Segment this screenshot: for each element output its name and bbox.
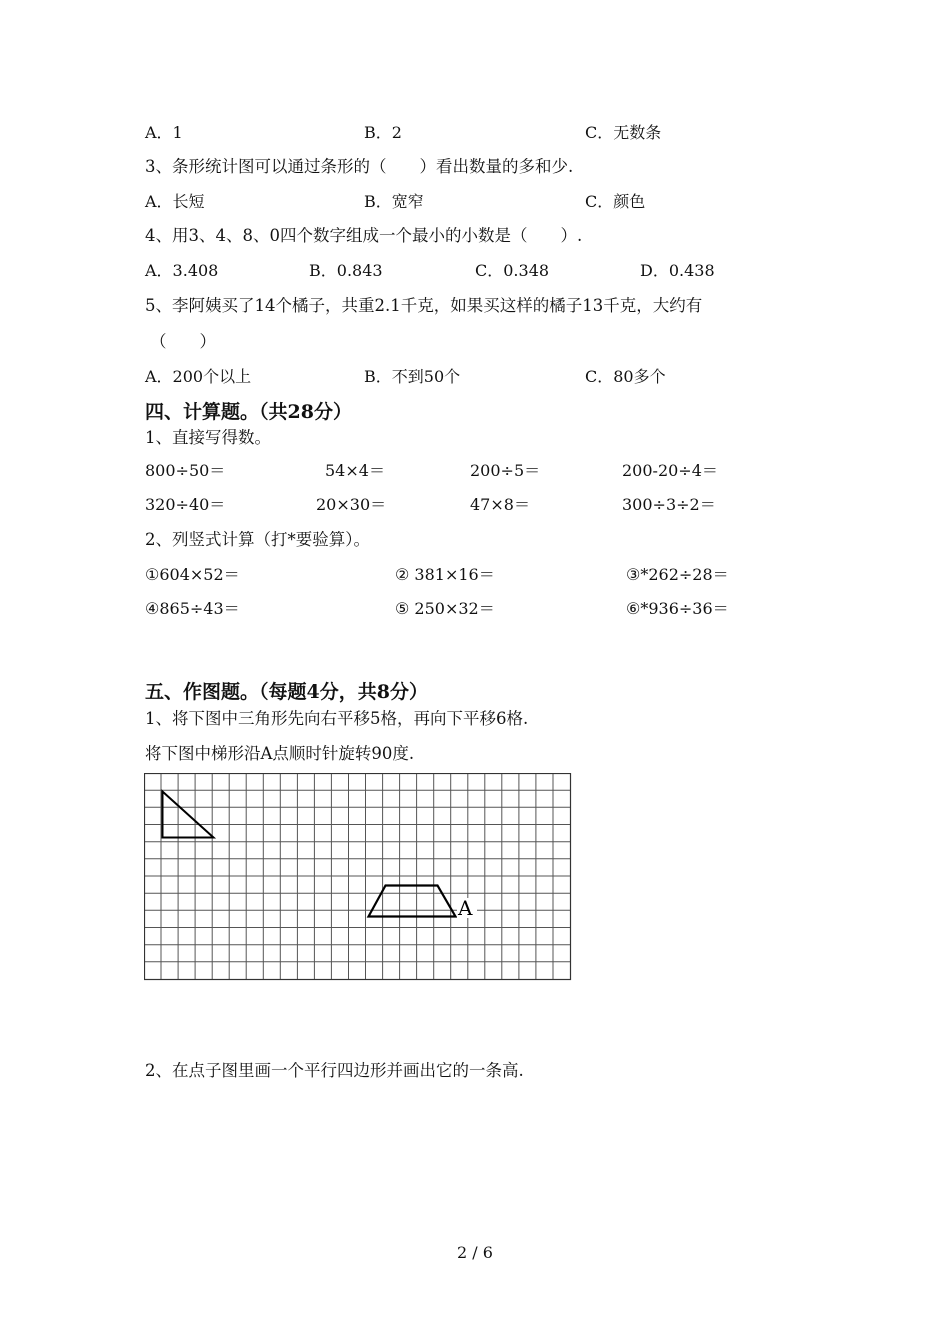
triangle-shape: [163, 792, 214, 838]
point-a-label: A: [458, 896, 473, 920]
q3-text: 3、条形统计图可以通过条形的（ ）看出数量的多和少.: [145, 157, 574, 176]
q5-blank: （ ）: [150, 332, 216, 351]
vertical-calc-item: ④865÷43＝: [145, 599, 240, 618]
q3-option-a: A．长短: [145, 192, 205, 211]
calc-item: 20×30＝: [316, 495, 387, 514]
vertical-calc-item: ⑤ 250×32＝: [395, 599, 495, 618]
trapezoid-shape: [369, 886, 456, 917]
section5-q1-line1: 1、将下图中三角形先向右平移5格，再向下平移6格.: [145, 709, 529, 728]
q4-option-c: C．0.348: [475, 261, 550, 280]
calc-item: 47×8＝: [470, 495, 530, 514]
q5-option-c: C．80多个: [585, 367, 666, 386]
section4-title: 四、计算题。（共28分）: [145, 401, 352, 423]
vertical-calc-item: ② 381×16＝: [395, 565, 495, 584]
grid-lines: [145, 774, 571, 980]
section4-sub2: 2、列竖式计算（打*要验算）。: [145, 530, 370, 549]
q4-option-b: B．0.843: [309, 261, 383, 280]
calc-item: 300÷3÷2＝: [622, 495, 716, 514]
q4-option-a: A．3.408: [145, 261, 219, 280]
q2-option-b: B．2: [364, 123, 402, 142]
q4-text: 4、用3、4、8、0四个数字组成一个最小的小数是（ ）.: [145, 226, 583, 245]
square-grid: [144, 773, 574, 983]
section5-q1-line2: 将下图中梯形沿A点顺时针旋转90度.: [145, 744, 415, 763]
section4-sub1: 1、直接写得数。: [145, 428, 271, 447]
section5-q2: 2、在点子图里画一个平行四边形并画出它的一条高.: [145, 1061, 524, 1080]
q3-option-c: C．颜色: [585, 192, 646, 211]
calc-item: 800÷50＝: [145, 461, 226, 480]
page-number: 2 / 6: [457, 1243, 493, 1262]
calc-item: 320÷40＝: [145, 495, 226, 514]
calc-item: 200÷5＝: [470, 461, 541, 480]
q2-option-c: C．无数条: [585, 123, 662, 142]
vertical-calc-item: ①604×52＝: [145, 565, 240, 584]
calc-item: 54×4＝: [325, 461, 385, 480]
q2-option-a: A．1: [145, 123, 183, 142]
vertical-calc-item: ⑥*936÷36＝: [626, 599, 729, 618]
q3-option-b: B．宽窄: [364, 192, 424, 211]
vertical-calc-item: ③*262÷28＝: [626, 565, 729, 584]
q4-option-d: D．0.438: [640, 261, 715, 280]
q5-text: 5、李阿姨买了14个橘子，共重2.1千克，如果买这样的橘子13千克，大约有: [145, 296, 703, 315]
section5-title: 五、作图题。（每题4分，共8分）: [145, 681, 428, 703]
q5-option-b: B．不到50个: [364, 367, 461, 386]
calc-item: 200-20÷4＝: [622, 461, 718, 480]
q5-option-a: A．200个以上: [145, 367, 252, 386]
